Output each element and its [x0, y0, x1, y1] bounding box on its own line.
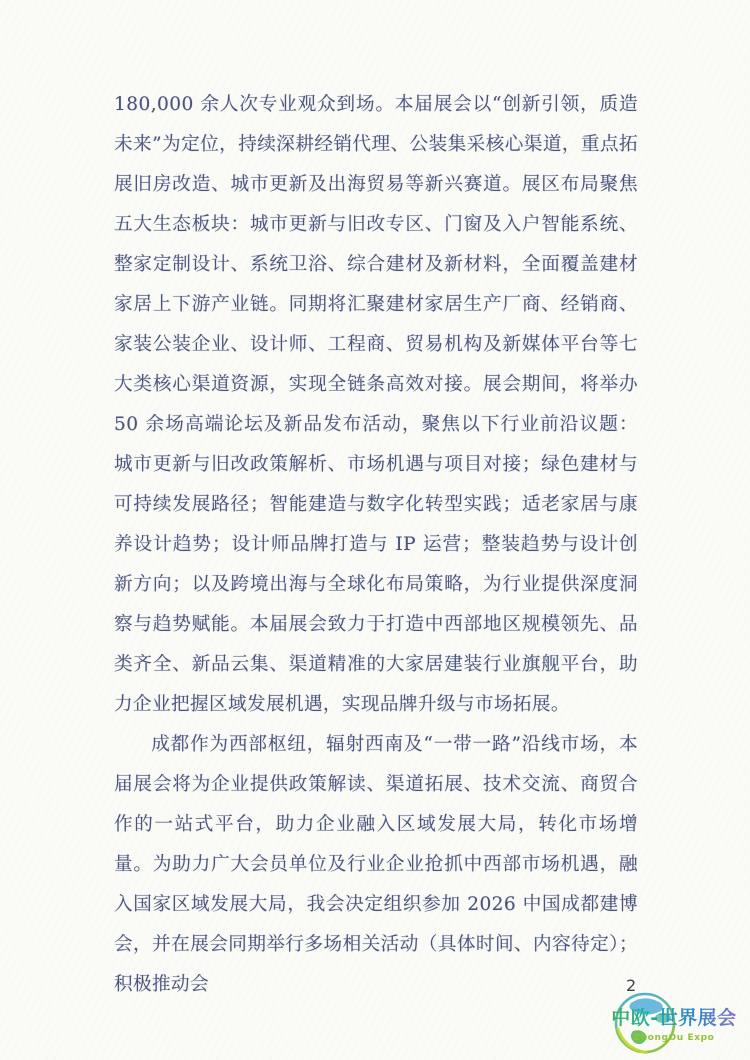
body-paragraph-1: 180,000 余人次专业观众到场。本届展会以“创新引领，质造未来”为定位，持续深耕经销代理、公装集采核心渠道，重点拓展旧房改造、城市更新及出海贸易等新兴赛道。展区布局聚焦五大生态板块：城市更新与旧改专区、门窗及入户智能系统、整家定制设计、系统卫浴、综合建材及新材料，全面覆盖建材家居上下游产业链。同期将汇聚建材家居生产厂商、经销商、家装公装企业、设计师、工程商、贸易机构及新媒体平台等七大类核心渠道资源，实现全链条高效对接。展会期间，将举办 50 余场高端论坛及新品发布活动，聚焦以下行业前沿议题：城市更新与旧改政策解析、市场机遇与项目对接；绿色建材与可持续发展路径；智能建造与数字化转型实践；适老家居与康养设计趋势；设计师品牌打造与 IP 运营；整装趋势与设计创新方向；以及跨境出海与全球化布局策略，为行业提供深度洞察与趋势赋能。本届展会致力于打造中西部地区规模领先、品类齐全、新品云集、渠道精准的大家居建装行业旗舰平台，助力企业把握区域发展机遇，实现品牌升级与市场拓展。	[114, 94, 638, 715]
body-paragraph-2: 成都作为西部枢纽，辐射西南及“一带一路”沿线市场，本届展会将为企业提供政策解读、渠道拓展、技术交流、商贸合作的一站式平台，助力企业融入区域发展大局，转化市场增量。为助力广大会员单位及行业企业抢抓中西部市场机遇，融入国家区域发展大局，我会决定组织参加 2026 中国成都建博会，并在展会同期举行多场相关活动（具体时间、内容待定）；积极推动会	[114, 734, 638, 995]
zhongou-expo-logo	[603, 988, 745, 1056]
logo-title: 中欧-世界展会	[603, 1007, 745, 1029]
page-number: 2	[626, 976, 637, 995]
document-body	[114, 85, 638, 1005]
logo-subtitle: ZhongOu Expo	[633, 1033, 715, 1043]
